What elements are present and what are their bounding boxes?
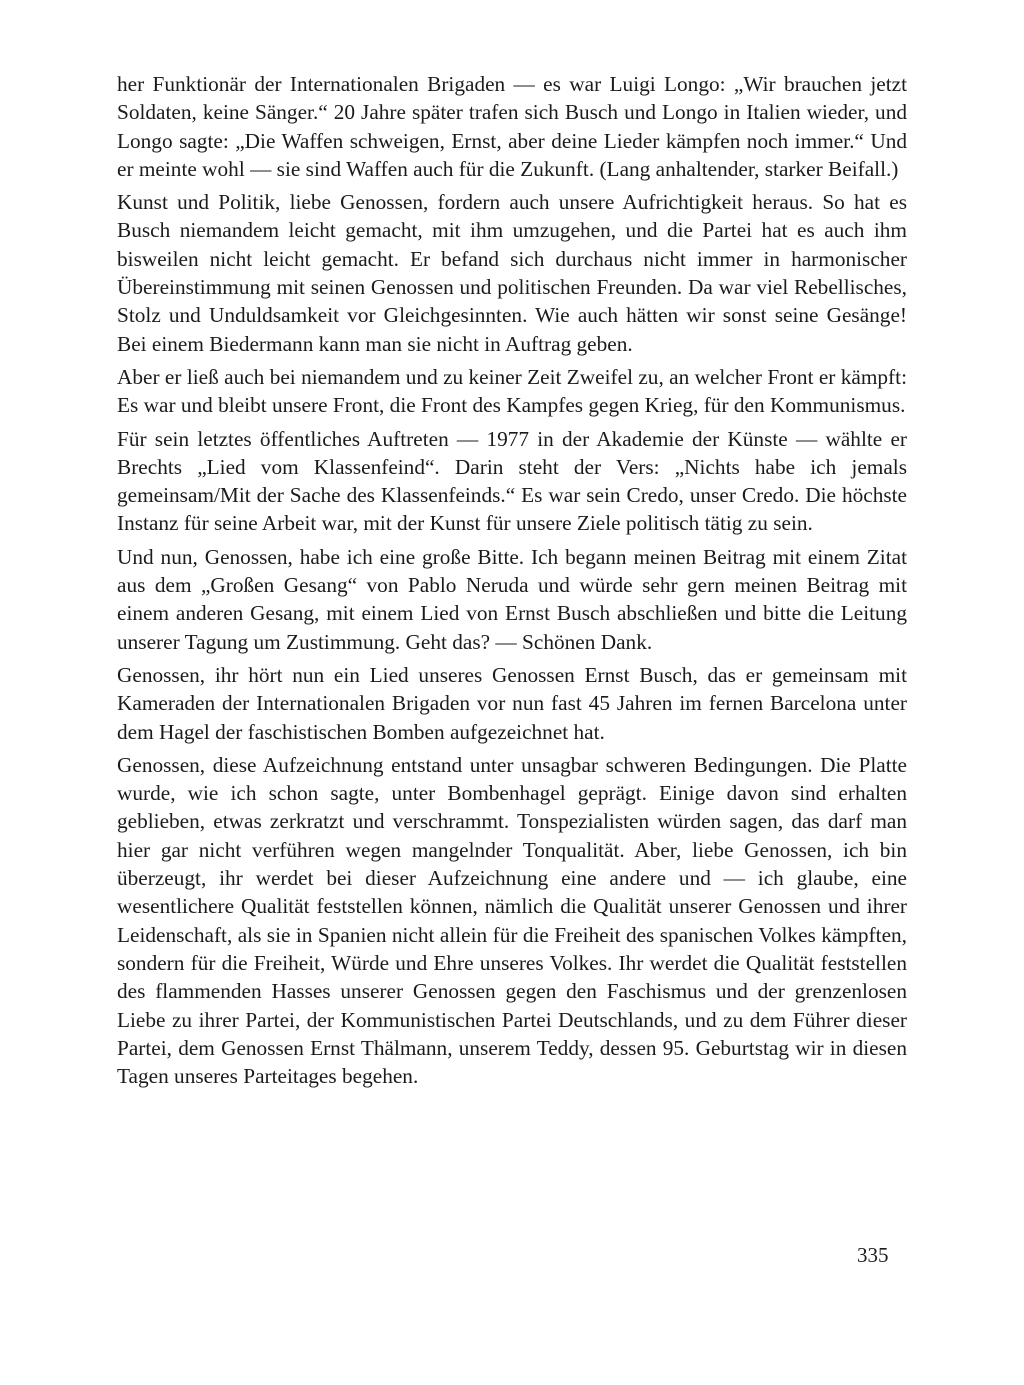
page-body — [117, 70, 907, 1095]
paragraph-4: Für sein letztes öffentliches Auftreten — 1977 in der Akademie der Künste — wählte er Brechts „Lied vom Klassenfeind“. Darin steht der Vers: „Nichts habe ich jemals gemeinsam/Mit der Sache des Klassenfeinds.“ Es war sein Credo, unser Credo. Die höchste Instanz für seine Arbeit war, mit der Kunst für unsere Ziele politisch tätig zu sein. — [117, 426, 907, 536]
paragraph-7: Genossen, diese Aufzeichnung entstand unter unsagbar schweren Bedingungen. Die Platte wurde, wie ich schon sagte, unter Bombenhagel geprägt. Einige davon sind erhalten geblieben, etwas zerkratzt und verschrammt. Tonspezialisten würden sagen, das darf man hier gar nicht verführen wegen mangelnder Tonqualität. Aber, liebe Genossen, ich bin überzeugt, ihr werdet bei dieser Aufzeichnung eine andere und — ich glaube, eine wesentlichere Qualität feststellen können, nämlich die Qualität unserer Genossen und ihrer Leidenschaft, als sie in Spanien nicht allein für die Freiheit des spanischen Volkes kämpften, sondern für die Freiheit, Würde und Ehre unseres Volkes. Ihr werdet die Qualität feststellen des flammenden Hasses unserer Genossen gegen den Faschismus und der grenzenlosen Liebe zu ihrer Partei, der Kommunistischen Partei Deutschlands, und zu dem Führer dieser Partei, dem Genossen Ernst Thälmann, unserem Teddy, dessen 95. Geburtstag wir in diesen Tagen unseres Parteitages begehen. — [117, 752, 907, 1089]
paragraph-3: Aber er ließ auch bei niemandem und zu keiner Zeit Zweifel zu, an welcher Front er kämpft: Es war und bleibt unsere Front, die Front des Kampfes gegen Krieg, für den Kommunismus. — [117, 364, 907, 418]
paragraph-1: her Funktionär der Internationalen Brigaden — es war Luigi Longo: „Wir brauchen jetzt Soldaten, keine Sänger.“ 20 Jahre später trafen sich Busch und Longo in Italien wieder, und Longo sagte: „Die Waffen schweigen, Ernst, aber deine Lieder kämpfen noch immer.“ Und er meinte wohl — sie sind Waffen auch für die Zukunft. (Lang anhaltender, starker Beifall.) — [117, 72, 907, 181]
paragraph-5: Und nun, Genossen, habe ich eine große Bitte. Ich begann meinen Beitrag mit einem Zitat aus dem „Großen Gesang“ von Pablo Neruda und würde sehr gern meinen Beitrag mit einem anderen Gesang, mit einem Lied von Ernst Busch abschließen und bitte die Leitung unserer Tagung um Zustimmung. Geht das? — Schönen Dank. — [117, 544, 907, 654]
paragraph-2: Kunst und Politik, liebe Genossen, fordern auch unsere Aufrichtigkeit heraus. So hat es Busch niemandem leicht gemacht, mit ihm umzugehen, und die Partei hat es auch ihm bisweilen nicht leicht gemacht. Er befand sich durchaus nicht immer in harmonischer Übereinstimmung mit seinen Genossen und politischen Freunden. Da war viel Rebellisches, Stolz und Unduldsamkeit vor Gleichgesinnten. Wie auch hätten wir sonst seine Gesänge! Bei einem Biedermann kann man sie nicht in Auftrag geben. — [117, 190, 907, 356]
paragraph-6: Genossen, ihr hört nun ein Lied unseres Genossen Ernst Busch, das er gemeinsam mit Kameraden der Internationalen Brigaden vor nun fast 45 Jahren im fernen Barcelona unter dem Hagel der faschistischen Bomben aufgezeichnet hat. — [117, 662, 907, 744]
page-number: 335 — [857, 1243, 889, 1267]
